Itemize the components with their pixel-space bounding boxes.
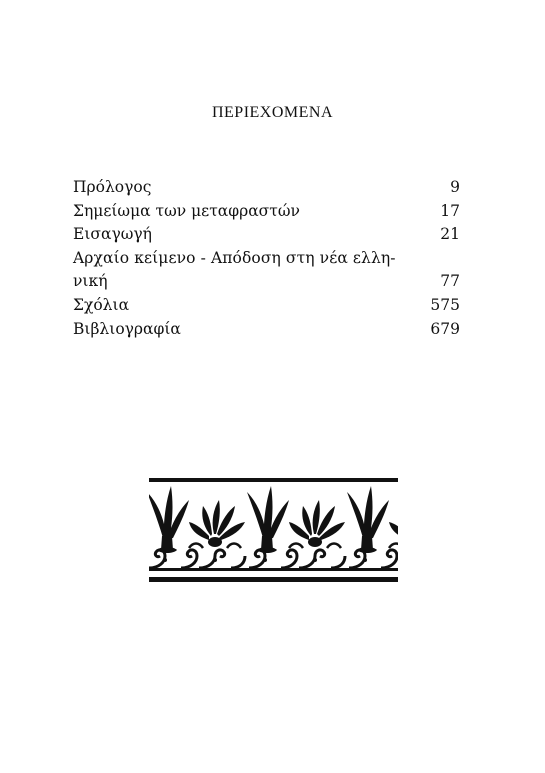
toc-entry-page: 679 xyxy=(430,319,460,338)
toc-entry-continuation xyxy=(73,270,465,294)
toc-entry xyxy=(73,176,465,200)
toc-entry-label: Αρχαίο κείμενο - Απόδοση στη νέα ελλη- xyxy=(73,248,396,267)
toc-entry-label: Βιβλιογραφία xyxy=(73,319,181,338)
toc-entry xyxy=(73,294,465,318)
toc-entry xyxy=(73,200,465,224)
anthemion-ornament xyxy=(149,478,398,582)
toc-entry-page: 77 xyxy=(440,272,460,291)
toc-entry-label: Σημείωμα των μεταφραστών xyxy=(73,201,300,220)
toc-entry-label: Πρόλογος xyxy=(73,178,152,196)
toc-entry-page: 21 xyxy=(440,225,460,244)
toc-entry xyxy=(73,223,465,247)
toc-entry-page: 575 xyxy=(430,295,460,314)
toc-entry-label: Σχόλια xyxy=(73,295,130,314)
table-of-contents xyxy=(73,176,465,341)
toc-entry-page: 17 xyxy=(440,201,460,220)
toc-entry xyxy=(73,318,465,342)
toc-entry-label-continuation: νική xyxy=(73,272,108,291)
page-title: ΠΕΡΙΕΧΟΜΕΝΑ xyxy=(211,104,334,121)
toc-entry-page: 9 xyxy=(450,178,460,196)
toc-entry xyxy=(73,247,465,271)
toc-entry-label: Εισαγωγή xyxy=(73,225,152,244)
